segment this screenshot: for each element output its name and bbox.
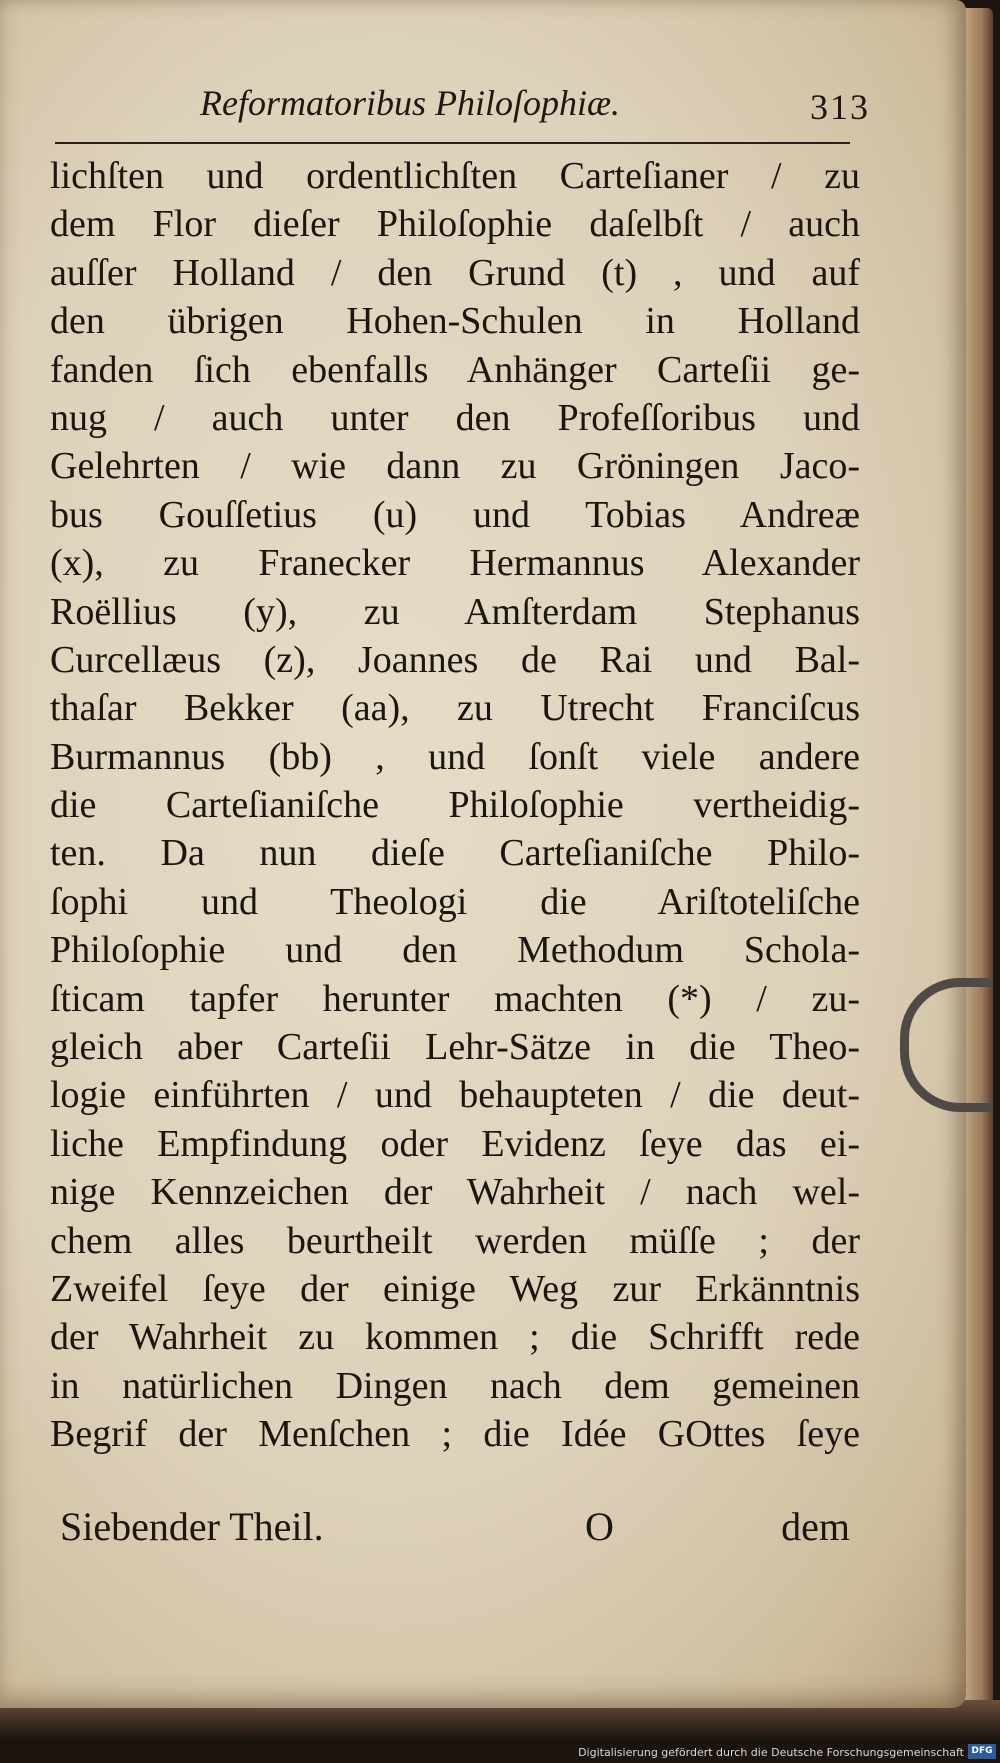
running-title: Reformatoribus Philoſophiæ. bbox=[200, 83, 621, 123]
text-line: der Wahrheit zu kommen ; die Schrifft rede bbox=[50, 1316, 860, 1359]
text-line: lichſten und ordentlichſten Carteſianer / zu bbox=[50, 155, 860, 197]
text-line: Philoſophie und den Methodum Schola- bbox=[50, 929, 860, 972]
body-text bbox=[50, 152, 860, 1459]
text-line: thaſar Bekker (aa), zu Utrecht Franciſcus bbox=[50, 687, 860, 730]
signature-mark: O bbox=[585, 1504, 614, 1549]
digitization-credit: Digitalisierung gefördert durch die Deutsche Forschungsgemeinschaft bbox=[578, 1746, 964, 1759]
text-line: nige Kennzeichen der Wahrheit / nach wel- bbox=[50, 1171, 860, 1214]
text-line: bus Gouſſetius (u) und Tobias Andreæ bbox=[50, 493, 860, 536]
text-line: ſticam tapfer herunter machten (*) / zu- bbox=[50, 977, 860, 1020]
text-line: dem Flor dieſer Philoſophie daſelbſt / auch bbox=[50, 203, 860, 246]
text-line: fanden ſich ebenfalls Anhänger Carteſii ge- bbox=[50, 348, 860, 391]
page-number: 313 bbox=[810, 87, 870, 127]
signature-line: Siebender Theil. bbox=[60, 1504, 324, 1549]
dfg-logo: DFG bbox=[968, 1744, 996, 1759]
text-line: liche Empfindung oder Evidenz ſeye das ei- bbox=[50, 1122, 860, 1165]
text-line: Burmannus (bb) , und ſonſt viele andere bbox=[50, 735, 860, 778]
text-line: in natürlichen Dingen nach dem gemeinen bbox=[50, 1364, 860, 1407]
page-footer bbox=[60, 1503, 850, 1563]
text-line: gleich aber Carteſii Lehr-Sätze in die Theo- bbox=[50, 1026, 860, 1069]
catchword: dem bbox=[781, 1504, 850, 1549]
text-line: chem alles beurtheilt werden müſſe ; der bbox=[50, 1219, 860, 1262]
text-line: Zweifel ſeye der einige Weg zur Erkänntnis bbox=[50, 1267, 860, 1310]
text-line: (x), zu Franecker Hermannus Alexander bbox=[50, 542, 860, 585]
text-line: ten. Da nun dieſe Carteſianiſche Philo- bbox=[50, 832, 860, 875]
page-header bbox=[200, 82, 870, 132]
text-line: logie einführten / und behaupteten / die deut- bbox=[50, 1074, 860, 1117]
text-line: auſſer Holland / den Grund (t) , und auf bbox=[50, 251, 860, 294]
text-line: Roëllius (y), zu Amſterdam Stephanus bbox=[50, 590, 860, 633]
text-line: Begrif der Menſchen ; die Idée GOttes ſeye bbox=[50, 1413, 860, 1456]
header-rule bbox=[55, 142, 850, 144]
text-line: nug / auch unter den Profeſſoribus und bbox=[50, 396, 860, 439]
text-line: die Carteſianiſche Philoſophie vertheidig- bbox=[50, 784, 860, 827]
text-line: den übrigen Hohen-Schulen in Holland bbox=[50, 300, 860, 343]
text-line: Curcellæus (z), Joannes de Rai und Bal- bbox=[50, 638, 860, 681]
text-line: Gelehrten / wie dann zu Gröningen Jaco- bbox=[50, 445, 860, 488]
text-line: ſophi und Theologi die Ariſtoteliſche bbox=[50, 880, 860, 923]
